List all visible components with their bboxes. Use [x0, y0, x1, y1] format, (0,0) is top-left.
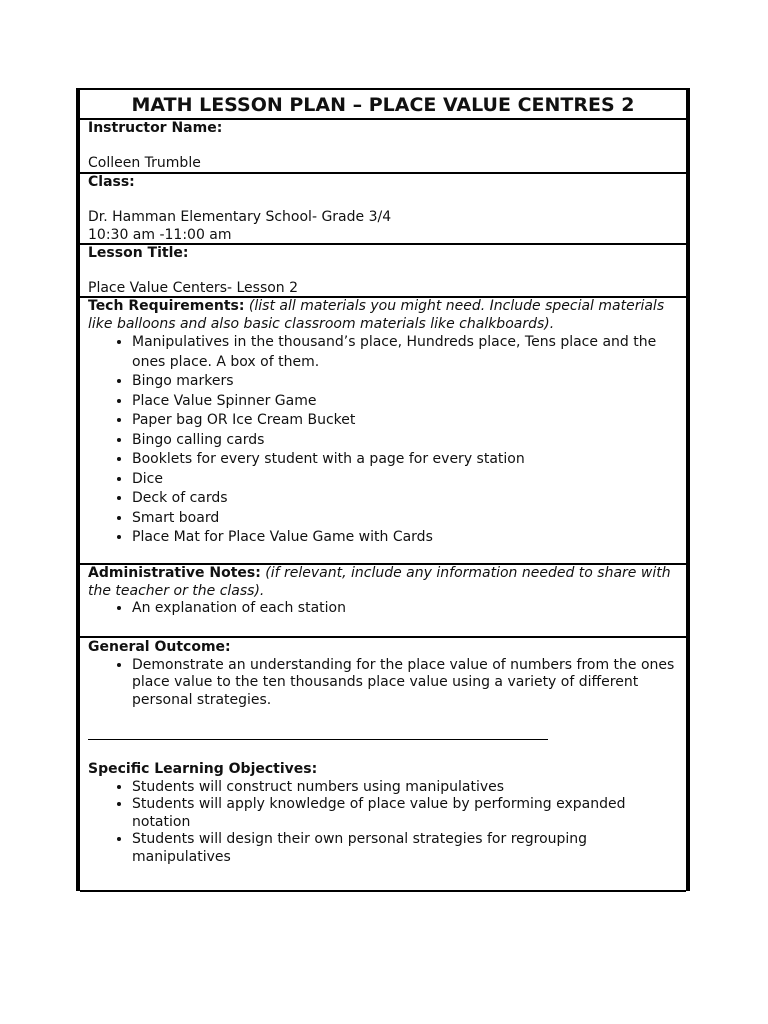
lesson-title-value: Place Value Centers- Lesson 2 [88, 280, 299, 296]
tech-label: Tech Requirements: [88, 298, 245, 314]
list-item: • Dice [132, 470, 678, 490]
general-outcome-list [88, 657, 678, 710]
list-item: • Manipulatives in the thousand’s place, Hundreds place, Tens place and the ones place. A box of them. [132, 333, 678, 372]
admin-heading [88, 565, 678, 600]
document-title: MATH LESSON PLAN – PLACE VALUE CENTRES 2 [80, 90, 686, 120]
list-item: • Bingo markers [132, 372, 678, 392]
tech-note: (list all materials you might need. Include special materials like balloons and also basic classroom materials like chalkboards). [88, 298, 665, 332]
admin-list [88, 600, 678, 618]
tech-requirements-row [80, 298, 686, 565]
divider-line [88, 739, 548, 740]
lesson-title-label: Lesson Title: [88, 245, 189, 261]
list-item: • Booklets for every student with a page for every station [132, 450, 678, 470]
class-label: Class: [88, 174, 135, 190]
tech-heading [88, 298, 678, 333]
admin-label: Administrative Notes: [88, 565, 261, 581]
class-school: Dr. Hamman Elementary School- Grade 3/4 [88, 209, 392, 225]
instructor-label: Instructor Name: [88, 120, 223, 136]
list-item: • Bingo calling cards [132, 431, 678, 451]
class-time: 10:30 am -11:00 am [88, 226, 232, 243]
list-item: • Demonstrate an understanding for the place value of numbers from the ones place value to the ten thousands place value using a variety of different personal strategies. [132, 657, 678, 710]
class-row [80, 174, 686, 245]
list-item: • Students will apply knowledge of place value by performing expanded notation [132, 796, 678, 831]
list-item: • Place Value Spinner Game [132, 392, 678, 412]
outcomes-row [80, 638, 686, 892]
list-item: • Students will design their own personal strategies for regrouping manipulatives [132, 831, 678, 866]
list-item: • Students will construct numbers using manipulatives [132, 779, 678, 797]
list-item: • Deck of cards [132, 489, 678, 509]
tech-list [88, 333, 678, 548]
list-item: • An explanation of each station [132, 600, 678, 618]
instructor-name: Colleen Trumble [88, 155, 201, 171]
lesson-title-row [80, 245, 686, 298]
objectives-list [88, 779, 678, 867]
instructor-row [80, 120, 686, 174]
list-item: • Place Mat for Place Value Game with Cards [132, 528, 678, 548]
list-item: • Smart board [132, 509, 678, 529]
list-item: • Paper bag OR Ice Cream Bucket [132, 411, 678, 431]
general-outcome-label: General Outcome: [88, 639, 231, 655]
admin-notes-row [80, 565, 686, 638]
admin-note: (if relevant, include any information needed to share with the teacher or the class). [88, 565, 671, 599]
objectives-label: Specific Learning Objectives: [88, 761, 318, 777]
lesson-plan-table [76, 88, 690, 891]
